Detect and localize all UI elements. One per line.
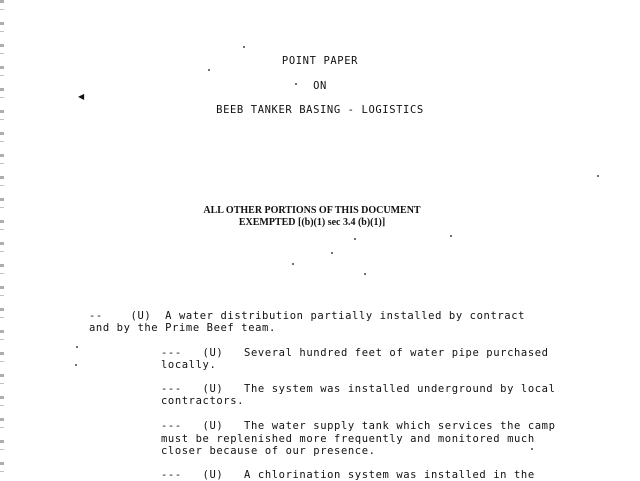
stamp-line-2: EXEMPTED [(b)(1) sec 3.4 (b)(1)] xyxy=(238,217,386,228)
sub-3-line-1: --- (U) The water supply tank which services the camp xyxy=(161,420,556,432)
scan-speck xyxy=(76,346,78,348)
scan-speck xyxy=(531,448,533,450)
sub-3-line-2: must be replenished more frequently and monitored much xyxy=(161,433,535,445)
sub-4-line-1: --- (U) A chlorination system was installed in the xyxy=(161,469,535,481)
scan-speck xyxy=(597,175,599,177)
title-line-subject: BEEB TANKER BASING - LOGISTICS xyxy=(216,104,424,116)
title-line-on: ON xyxy=(313,80,327,92)
scan-speck xyxy=(292,263,294,265)
para-1-line-1: -- (U) A water distribution partially installed by contract xyxy=(89,310,526,322)
para-1-line-2: and by the Prime Beef team. xyxy=(89,322,276,334)
sub-2-line-1: --- (U) The system was installed underground by local xyxy=(161,383,556,395)
margin-mark-icon: ◀ xyxy=(78,92,85,101)
title-line-point-paper: POINT PAPER xyxy=(281,55,359,67)
scan-speck xyxy=(243,46,245,48)
scan-speck xyxy=(364,273,366,275)
scan-speck xyxy=(295,83,297,85)
sub-3-line-3: closer because of our presence. xyxy=(161,445,376,457)
scan-speck xyxy=(208,69,210,71)
sub-2-line-2: contractors. xyxy=(161,395,245,407)
scan-edge-artifact xyxy=(0,0,4,480)
scan-speck xyxy=(354,238,356,240)
sub-1-line-1: --- (U) Several hundred feet of water pipe purchased xyxy=(161,347,549,359)
scan-speck xyxy=(450,235,452,237)
scan-speck xyxy=(331,252,333,254)
sub-1-line-2: locally. xyxy=(161,359,217,371)
scan-speck xyxy=(75,364,77,366)
stamp-line-1: ALL OTHER PORTIONS OF THIS DOCUMENT xyxy=(203,205,421,216)
